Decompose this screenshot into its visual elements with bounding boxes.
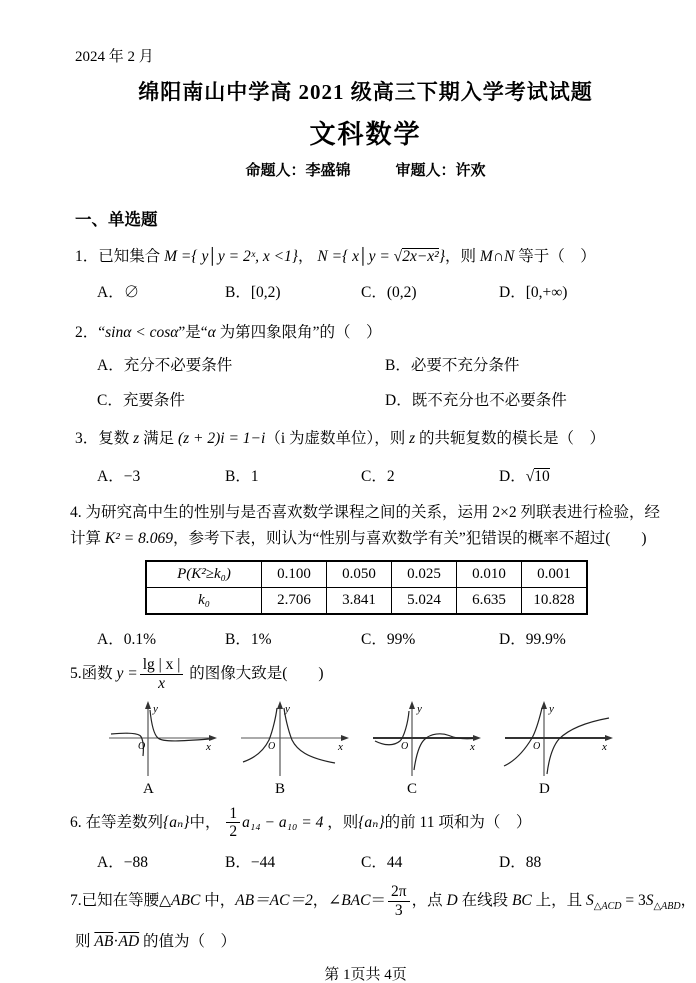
q1-tail1: ，则 [445,248,480,265]
origin-label: O [268,740,276,752]
section-title: 一、单选题 [75,210,158,229]
table-row: k₀ 2.706 3.841 5.024 6.635 10.828 [146,588,587,615]
q3-post: 的共轭复数的模长是（ ） [415,430,606,447]
q3-mid1: 满足 [139,430,178,447]
q7-mid1: 中， [200,892,236,910]
q1-option-a: A．∅ [97,284,140,301]
origin-label: O [138,740,146,752]
q6-options [75,850,656,872]
axis-x-label: x [206,740,211,753]
graph-a-label: A [143,780,154,797]
q7-fraction: $\frac{2\pi}{3}$ [388,884,410,919]
origin-label: O [533,740,541,752]
q3-option-b: B．1 [225,468,259,485]
q3-equation: (z + 2)i = 1−i [177,430,266,447]
q6-equation: a₁₄ − a₁₀ = 4 [242,813,324,831]
graph-option-b [235,698,357,798]
question-3-stem [75,426,656,448]
table-k0: k₀ [146,588,262,615]
q7-mid2: ，∠ [312,892,342,910]
q7-area1-sub: △ACD [593,901,622,913]
q1-option-b: B．[0,2) [225,284,281,301]
q7-pre: 7.已知在等腰△ [70,892,172,910]
q6-option-a: A．−88 [97,854,148,872]
axis-x-label: x [470,740,475,753]
q7-eq: ＝ [370,892,387,910]
q1-intersection: M∩N [479,248,515,265]
graph-b-plot [235,698,357,780]
q3-option-d: D． √ 10 [499,464,656,486]
page-number: 第 1页共 4页 [324,966,407,983]
exam-authors: 命题人：李盛锦 审题人：许欢 [245,163,486,179]
question-4-line2 [70,526,656,548]
q5-y-eq: y = [116,664,138,682]
question-5-stem [70,657,656,692]
origin-label: O [401,740,409,752]
q2-options-row1 [75,353,656,375]
q7-area2-sub: △ABD [653,901,681,913]
exam-date: 2024 年 2 月 [75,49,154,65]
q1-options [75,280,656,302]
table-row: P(K²≥k₀) 0.100 0.050 0.025 0.010 0.001 [146,561,587,588]
q6-option-b: B．−44 [225,854,276,872]
q1-sep: ， [298,248,318,265]
q7-vector-ab: $\overline{AB}$ [94,932,114,950]
q2-math2: α [207,324,216,341]
q4-option-d: D．99.9% [499,631,566,648]
graph-d-label: D [539,780,550,797]
q3-sqrt-10: √ 10 [526,468,550,485]
q1-tail2: 等于（ ） [514,248,596,265]
graph-option-c [367,698,489,798]
q3-mid2: （i 为虚数单位），则 [265,430,410,447]
question-4-line1: 4. 为研究高中生的性别与是否喜欢数学课程之间的关系，运用 2×2 列联表进行检验，经 [70,504,660,521]
q1-set-n-post: } [438,248,446,265]
q7-sides: AB＝AC＝2 [235,892,313,910]
q1-option-c: C．(0,2) [361,284,417,301]
question-6-stem [70,806,656,841]
q6-option-c: C．44 [361,854,403,872]
q6-pre: 6. 在等差数列 [70,813,164,831]
exam-title: 绵阳南山中学高 2021 级高三下期入学考试试题 [138,80,593,104]
q6-mid2: ，则 [323,813,359,831]
q7-area-eq: = 3 [621,892,646,910]
table-header-p: P(K²≥k₀) [146,561,262,588]
q3-option-a: A．−3 [97,468,141,485]
graph-option-a [103,698,225,798]
axis-x-label: x [602,740,607,753]
q7-line2-post: 的值为（ ） [139,932,237,950]
q5-fraction: $\frac{\lg | x |}{x}$ [140,657,184,692]
question-2-stem [75,320,656,342]
q2-option-a: A．充分不必要条件 [97,357,233,374]
q2-pre: 2．“ [75,324,106,341]
q7-line2-pre: 则 [75,932,95,950]
q7-point-d: D [446,892,458,910]
q7-area2: S [645,892,654,910]
q3-var-z2: z [409,430,416,447]
graph-c-label: C [407,780,418,797]
q2-option-b: B．必要不充分条件 [385,357,520,374]
q7-dot: · [113,932,119,950]
q4-option-b: B．1% [225,631,272,648]
q7-mid3: ，点 [411,892,447,910]
axis-y-label: y [285,702,290,715]
q4-l2c: ，参考下表，则认为“性别与喜欢数学有关”犯错误的概率不超过( ) [172,530,647,547]
axis-y-label: y [153,702,158,715]
q5-pre: 5.函数 [70,664,117,682]
question-7-line2 [75,929,656,951]
graph-d-plot [499,698,621,780]
axis-y-label: y [417,702,422,715]
q4-l2a: 计算 [70,530,105,547]
exam-subject: 文科数学 [309,120,422,149]
question-7-line1 [70,883,696,919]
graph-a-plot [103,698,225,780]
q7-triangle-abc: ABC [171,892,201,910]
q1-lead: 1．已知集合 [75,248,165,265]
q6-mid1: 中， [189,813,225,831]
q4-options [75,627,656,649]
q4-k-squared: K² = 8.069 [104,530,173,547]
q1-option-d: D．[0,+∞) [499,284,568,301]
q2-option-d: D．既不充分也不必要条件 [385,392,567,409]
q4-option-c: C．99% [361,631,416,648]
q7-angle: BAC [341,892,371,910]
q7-comma: ， [680,892,696,910]
q3-pre: 3．复数 [75,430,134,447]
q2-mid: ”是“ [178,324,208,341]
q7-area1: S [586,892,594,910]
graph-b-label: B [275,780,286,797]
q3-var-z1: z [133,430,140,447]
q3-options [75,464,656,486]
graph-option-d [499,698,621,798]
axis-x-label: x [338,740,343,753]
q2-options-row2 [75,388,656,410]
graph-c-plot [367,698,489,780]
question-1-stem [75,244,656,266]
q1-set-n-pre: N ={ x│y = [317,248,394,265]
q6-seq1: {aₙ} [163,813,190,831]
k-value-table [145,560,588,615]
q6-seq2: {aₙ} [358,813,385,831]
q7-segment-bc: BC [511,892,532,910]
q2-option-c: C．充要条件 [97,392,185,409]
q7-mid4: 在线段 [457,892,512,910]
q2-math1: sinα < cosα [105,324,179,341]
q1-set-m: M ={ y│y = 2ˣ, x <1} [164,248,299,265]
q6-post: 的前 11 项和为（ ） [384,813,532,831]
q2-post: 为第四象限角”的（ ） [215,324,382,341]
q6-option-d: D．88 [499,854,542,872]
q5-post: 的图像大致是( ) [185,664,324,682]
q5-graphs [103,698,656,798]
q7-vector-ad: $\overline{AD}$ [118,932,140,950]
q1-sqrt: √ 2x−x² [394,248,439,265]
q7-mid5: 上，且 [531,892,587,910]
q6-fraction: $\frac{1}{2}$ [226,806,240,841]
q4-option-a: A．0.1% [97,631,156,648]
axis-y-label: y [549,702,554,715]
q3-option-c: C．2 [361,468,395,485]
